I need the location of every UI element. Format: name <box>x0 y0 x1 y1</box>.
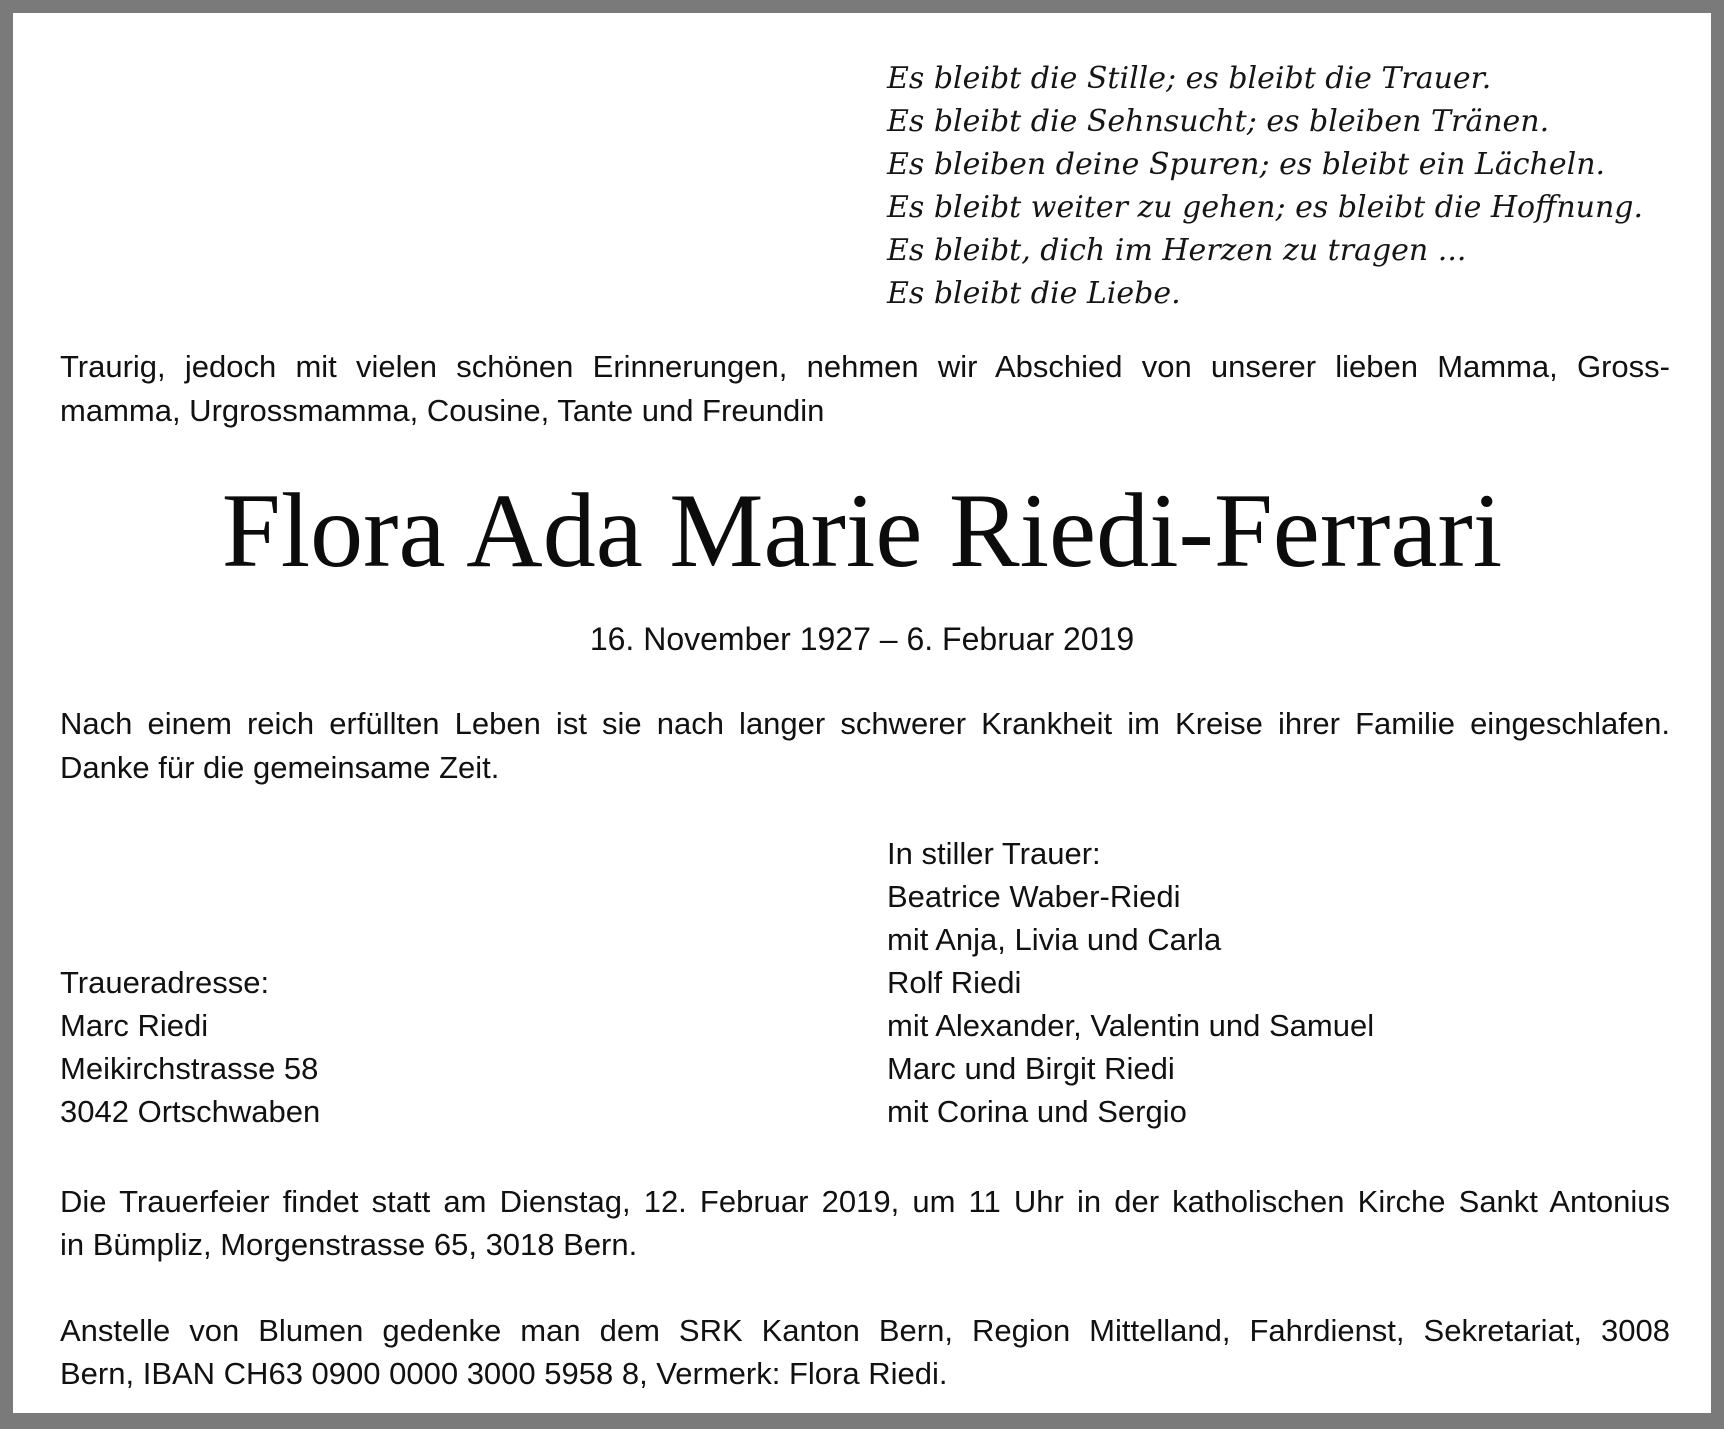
donation-line: Anstelle von Blumen gedenke man dem SRK Kanton Bern, Region Mittelland, Fahrdienst, Sekretariat, 3008 <box>60 1313 1670 1348</box>
address-name: Marc Riedi <box>60 1008 209 1043</box>
poem-line: Es bleibt die Stille; es bleibt die Trauer. <box>887 61 1492 96</box>
mourners-list <box>887 832 1374 1133</box>
intro-line: Traurig, jedoch mit vielen schönen Erinnerungen, nehmen wir Abschied von unserer lieben Mamma, Gross- <box>60 349 1670 384</box>
obituary-page <box>13 13 1711 1413</box>
mourners-heading: In stiller Trauer: <box>887 836 1101 871</box>
intro-line: mamma, Urgrossmamma, Cousine, Tante und Freundin <box>60 393 825 428</box>
poem <box>887 57 1643 315</box>
mourner-line: Beatrice Waber-Riedi <box>887 879 1181 914</box>
poem-line: Es bleibt die Sehnsucht; es bleiben Tränen. <box>887 104 1550 139</box>
intro-paragraph <box>60 345 1670 433</box>
life-dates: 16. November 1927 – 6. Februar 2019 <box>589 621 1135 657</box>
address-heading: Traueradresse: <box>60 965 270 1000</box>
ceremony-line: Die Trauerfeier findet statt am Dienstag, 12. Februar 2019, um 11 Uhr in der katholischen Kirche Sankt Antonius <box>60 1184 1670 1219</box>
donation-line: Bern, IBAN CH63 0900 0000 3000 5958 8, Vermerk: Flora Riedi. <box>60 1356 948 1391</box>
poem-line: Es bleibt die Liebe. <box>887 276 1181 311</box>
address-city: 3042 Ortschwaben <box>60 1094 321 1129</box>
poem-line: Es bleiben deine Spuren; es bleibt ein Lächeln. <box>887 147 1606 182</box>
mourning-address <box>60 961 320 1133</box>
mourner-line: mit Alexander, Valentin und Samuel <box>887 1008 1375 1043</box>
deceased-name: Flora Ada Marie Riedi-Ferrari <box>221 472 1503 589</box>
poem-line: Es bleibt weiter zu gehen; es bleibt die Hoffnung. <box>887 190 1644 225</box>
ceremony-paragraph <box>60 1180 1670 1266</box>
mourner-line: mit Anja, Livia und Carla <box>887 922 1222 957</box>
poem-line: Es bleibt, dich im Herzen zu tragen ... <box>887 233 1467 268</box>
donation-paragraph <box>60 1309 1670 1395</box>
life-line: Danke für die gemeinsame Zeit. <box>60 750 500 785</box>
ceremony-line: in Bümpliz, Morgenstrasse 65, 3018 Bern. <box>60 1227 638 1262</box>
life-paragraph <box>60 702 1670 790</box>
mourner-line: Rolf Riedi <box>887 965 1022 1000</box>
address-street: Meikirchstrasse 58 <box>60 1051 319 1086</box>
mourner-line: mit Corina und Sergio <box>887 1094 1187 1129</box>
life-line: Nach einem reich erfüllten Leben ist sie nach langer schwerer Krankheit im Kreise ihrer Familie eingeschlafen. <box>60 706 1670 741</box>
mourner-line: Marc und Birgit Riedi <box>887 1051 1175 1086</box>
